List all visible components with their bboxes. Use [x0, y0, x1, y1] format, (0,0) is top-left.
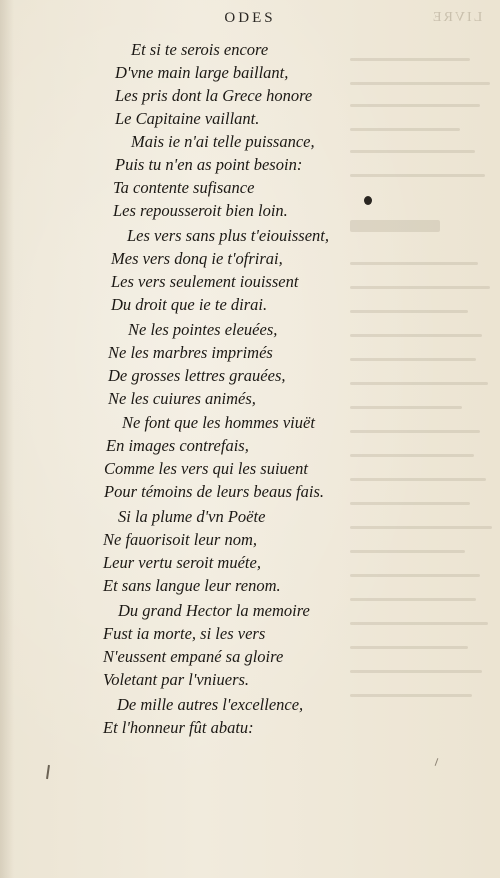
poem-line: En images contrefais,: [106, 436, 249, 455]
poem-line: Mais ie n'ai telle puissance,: [131, 132, 315, 151]
show-through-text: [330, 0, 500, 878]
page-title: ODES: [224, 10, 276, 26]
running-header: [0, 10, 500, 34]
poem-line: Et l'honneur fût abatu:: [103, 718, 254, 737]
poem-line: De grosses lettres grauées,: [108, 366, 286, 385]
binding-shadow: [0, 0, 14, 878]
poem-line: Les pris dont la Grece honore: [115, 86, 313, 105]
poem-line: Les vers sans plus t'eiouissent,: [127, 226, 329, 245]
poem-line: Et sans langue leur renom.: [103, 576, 281, 595]
poem-line: Ne les pointes eleuées,: [128, 320, 278, 339]
poem-line: Ne les cuiures animés,: [108, 389, 256, 408]
poem-line: Les vers seulement iouissent: [111, 272, 299, 291]
poem-line: Voletant par l'vniuers.: [103, 670, 250, 689]
poem-line: Si la plume d'vn Poëte: [118, 507, 266, 526]
poem-line: Ta contente sufisance: [113, 178, 255, 197]
margin-mark: [46, 765, 50, 779]
poem-line: De mille autres l'excellence,: [117, 695, 304, 714]
poem-line: Ne font que les hommes viuët: [122, 413, 315, 432]
ink-blot: [364, 196, 372, 205]
poem-line: Du grand Hector la memoire: [118, 601, 310, 620]
poem-line: Et si te serois encore: [131, 40, 269, 59]
poem-line: Ne fauorisoit leur nom,: [103, 530, 258, 549]
poem-line: Mes vers donq ie t'ofrirai,: [111, 249, 283, 268]
poem-line: Les repousseroit bien loin.: [113, 201, 288, 220]
poem-line: N'eussent empané sa gloire: [103, 647, 284, 666]
poem-line: Le Capitaine vaillant.: [115, 109, 260, 128]
poem-line: Pour témoins de leurs beaus fais.: [104, 482, 324, 501]
show-through-header: LIVRE: [430, 10, 482, 25]
poem-line: Du droit que ie te dirai.: [111, 295, 268, 314]
poem-line: Fust ia morte, si les vers: [103, 624, 266, 643]
poem-line: D'vne main large baillant,: [115, 63, 289, 82]
poem-line: Leur vertu seroit muéte,: [103, 553, 261, 572]
poem-line: Puis tu n'en as point besoin:: [115, 155, 303, 174]
poem-line: Ne les marbres imprimés: [108, 343, 273, 362]
poem-line: Comme les vers qui les suiuent: [104, 459, 308, 478]
